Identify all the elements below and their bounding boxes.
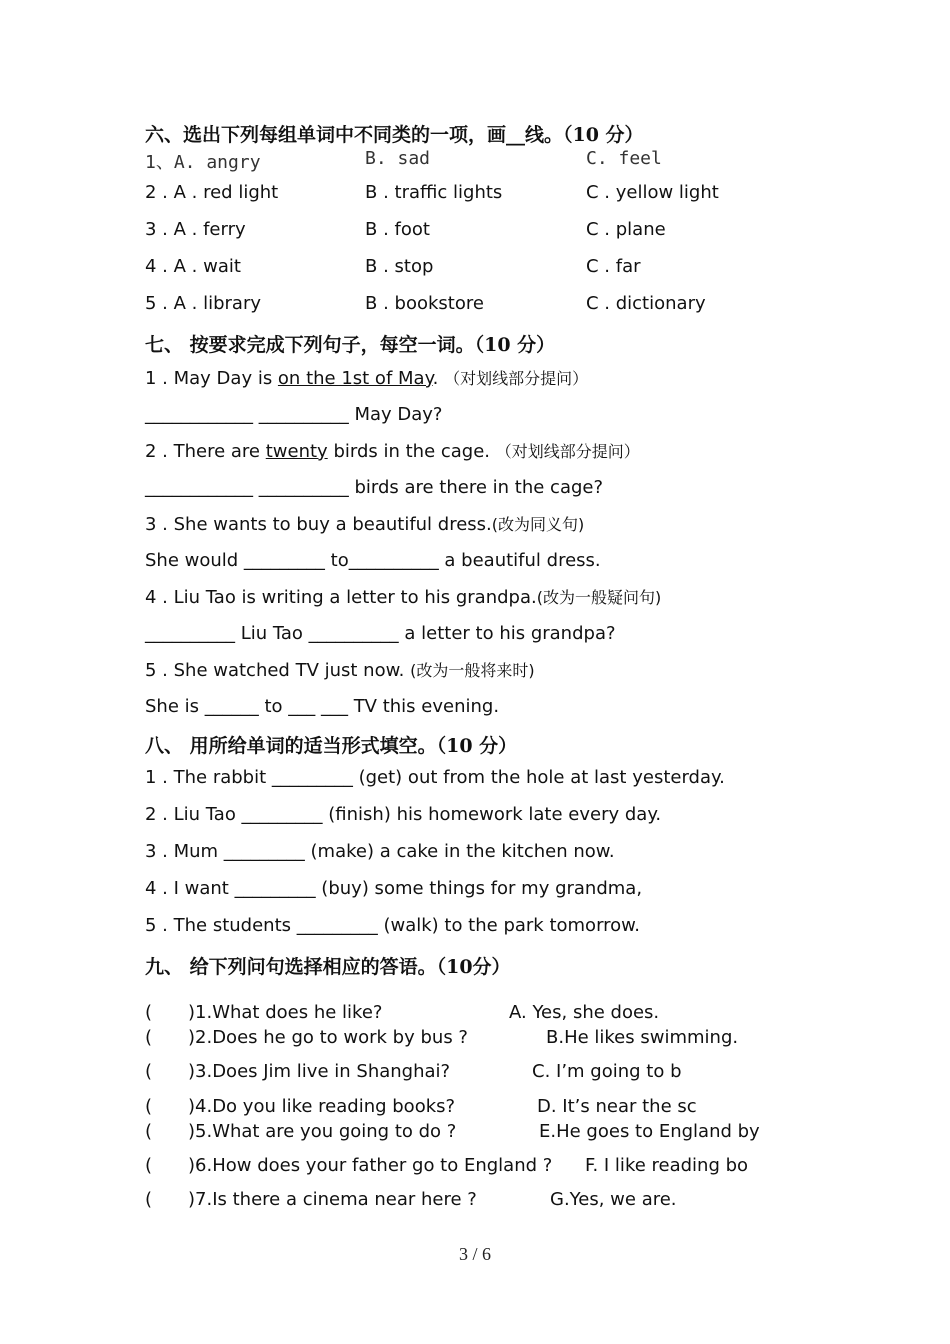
s6-row1-b: B. sad xyxy=(365,148,431,169)
answer-paren: ( xyxy=(145,1155,153,1176)
section-9-title: 九、 给下列问句选择相应的答语。（10分） xyxy=(145,956,511,978)
s9-answer-e: E.He goes to England by xyxy=(539,1121,760,1142)
s7-q1-underlined: on the 1st of May xyxy=(277,368,433,389)
s7-q3-hint: (改为同义句) xyxy=(491,515,585,534)
s7-q2-hint: （对划线部分提问） xyxy=(495,442,640,461)
s7-q2 xyxy=(145,439,640,462)
s9-row-3 xyxy=(0,1061,950,1083)
s9-question-7: )7.Is there a cinema near here ? xyxy=(188,1189,477,1210)
s6-row2-c: C . yellow light xyxy=(586,182,719,203)
s6-row1-a: 1、A. angry xyxy=(145,152,261,173)
s8-item-2: 2 . Liu Tao _________ (finish) his homework late every day. xyxy=(145,804,662,825)
s6-row3-a: 3 . A . ferry xyxy=(145,219,246,240)
s9-row-5 xyxy=(0,1121,950,1143)
s9-answer-f: F. I like reading bo xyxy=(585,1155,749,1176)
s6-row1-c: C. feel xyxy=(586,148,662,169)
page-number: 3 / 6 xyxy=(458,1244,491,1264)
s7-q1-answer: ____________ __________ May Day? xyxy=(145,404,443,425)
section-6-title: 六、选出下列每组单词中不同类的一项，画__线。（10 分） xyxy=(145,124,644,146)
s6-row2-a: 2 . A . red light xyxy=(145,182,279,203)
s9-answer-g: G.Yes, we are. xyxy=(550,1189,677,1210)
s7-q1-hint: （对划线部分提问） xyxy=(444,369,589,388)
answer-paren: ( xyxy=(145,1189,153,1210)
s8-item-4: 4 . I want _________ (buy) some things for my grandma, xyxy=(145,878,643,899)
s9-question-5: )5.What are you going to do ? xyxy=(188,1121,457,1142)
s6-row5-c: C . dictionary xyxy=(586,293,706,314)
s9-answer-d: D. It’s near the sc xyxy=(537,1096,697,1117)
s7-q4-text: 4 . Liu Tao is writing a letter to his grandpa. xyxy=(145,587,537,608)
s6-row3-b: B . foot xyxy=(365,219,430,240)
s7-q5 xyxy=(145,658,535,681)
answer-paren: ( xyxy=(145,1096,153,1117)
s8-item-3: 3 . Mum _________ (make) a cake in the kitchen now. xyxy=(145,841,615,862)
s9-question-3: )3.Does Jim live in Shanghai? xyxy=(188,1061,451,1082)
s9-answer-c: C. I’m going to b xyxy=(532,1061,682,1082)
s7-q5-text: 5 . She watched TV just now. xyxy=(145,660,411,681)
s8-item-5: 5 . The students _________ (walk) to the park tomorrow. xyxy=(145,915,640,936)
s7-q1-post: . xyxy=(432,368,439,389)
s7-q3 xyxy=(145,512,584,535)
s9-row-2 xyxy=(0,1027,950,1049)
answer-paren: ( xyxy=(145,1027,153,1048)
s6-row5-a: 5 . A . library xyxy=(145,293,262,314)
answer-paren: ( xyxy=(145,1121,153,1142)
s6-row5-b: B . bookstore xyxy=(365,293,484,314)
s7-q3-text: 3 . She wants to buy a beautiful dress. xyxy=(145,514,492,535)
s6-row4-a: 4 . A . wait xyxy=(145,256,241,277)
s6-row4-c: C . far xyxy=(586,256,641,277)
s9-row-1 xyxy=(0,1002,950,1024)
s7-q4 xyxy=(145,585,661,608)
s7-q4-answer: __________ Liu Tao __________ a letter to his grandpa? xyxy=(145,623,616,644)
s9-question-1: )1.What does he like? xyxy=(188,1002,383,1023)
s6-row3-c: C . plane xyxy=(586,219,666,240)
s9-question-6: )6.How does your father go to England ? xyxy=(188,1155,553,1176)
s7-q2-underlined: twenty xyxy=(265,441,328,462)
s7-q2-pre: 2 . There are xyxy=(145,441,266,462)
answer-paren: ( xyxy=(145,1061,153,1082)
s9-answer-a: A. Yes, she does. xyxy=(509,1002,660,1023)
section-8-title: 八、 用所给单词的适当形式填空。（10 分） xyxy=(145,735,518,757)
s7-q1 xyxy=(145,366,588,389)
s7-q4-hint: (改为一般疑问句) xyxy=(536,588,662,607)
s9-row-4 xyxy=(0,1096,950,1118)
s9-row-6 xyxy=(0,1155,950,1177)
s7-q5-hint: (改为一般将来时) xyxy=(410,661,535,680)
s9-answer-b: B.He likes swimming. xyxy=(546,1027,739,1048)
s8-item-1: 1 . The rabbit _________ (get) out from the hole at last yesterday. xyxy=(145,767,725,788)
answer-paren: ( xyxy=(145,1002,153,1023)
s6-row2-b: B . traffic lights xyxy=(365,182,503,203)
s6-row4-b: B . stop xyxy=(365,256,434,277)
s9-question-2: )2.Does he go to work by bus ? xyxy=(188,1027,468,1048)
s7-q2-answer: ____________ __________ birds are there in the cage? xyxy=(145,477,604,498)
s9-row-7 xyxy=(0,1189,950,1211)
s9-question-4: )4.Do you like reading books? xyxy=(188,1096,456,1117)
s7-q2-post: birds in the cage. xyxy=(327,441,491,462)
s7-q5-answer: She is ______ to ___ ___ TV this evening. xyxy=(145,696,500,717)
s7-q1-pre: 1 . May Day is xyxy=(145,368,278,389)
s7-q3-answer: She would _________ to__________ a beautiful dress. xyxy=(145,550,601,571)
section-7-title: 七、 按要求完成下列句子，每空一词。（10 分） xyxy=(145,334,556,356)
